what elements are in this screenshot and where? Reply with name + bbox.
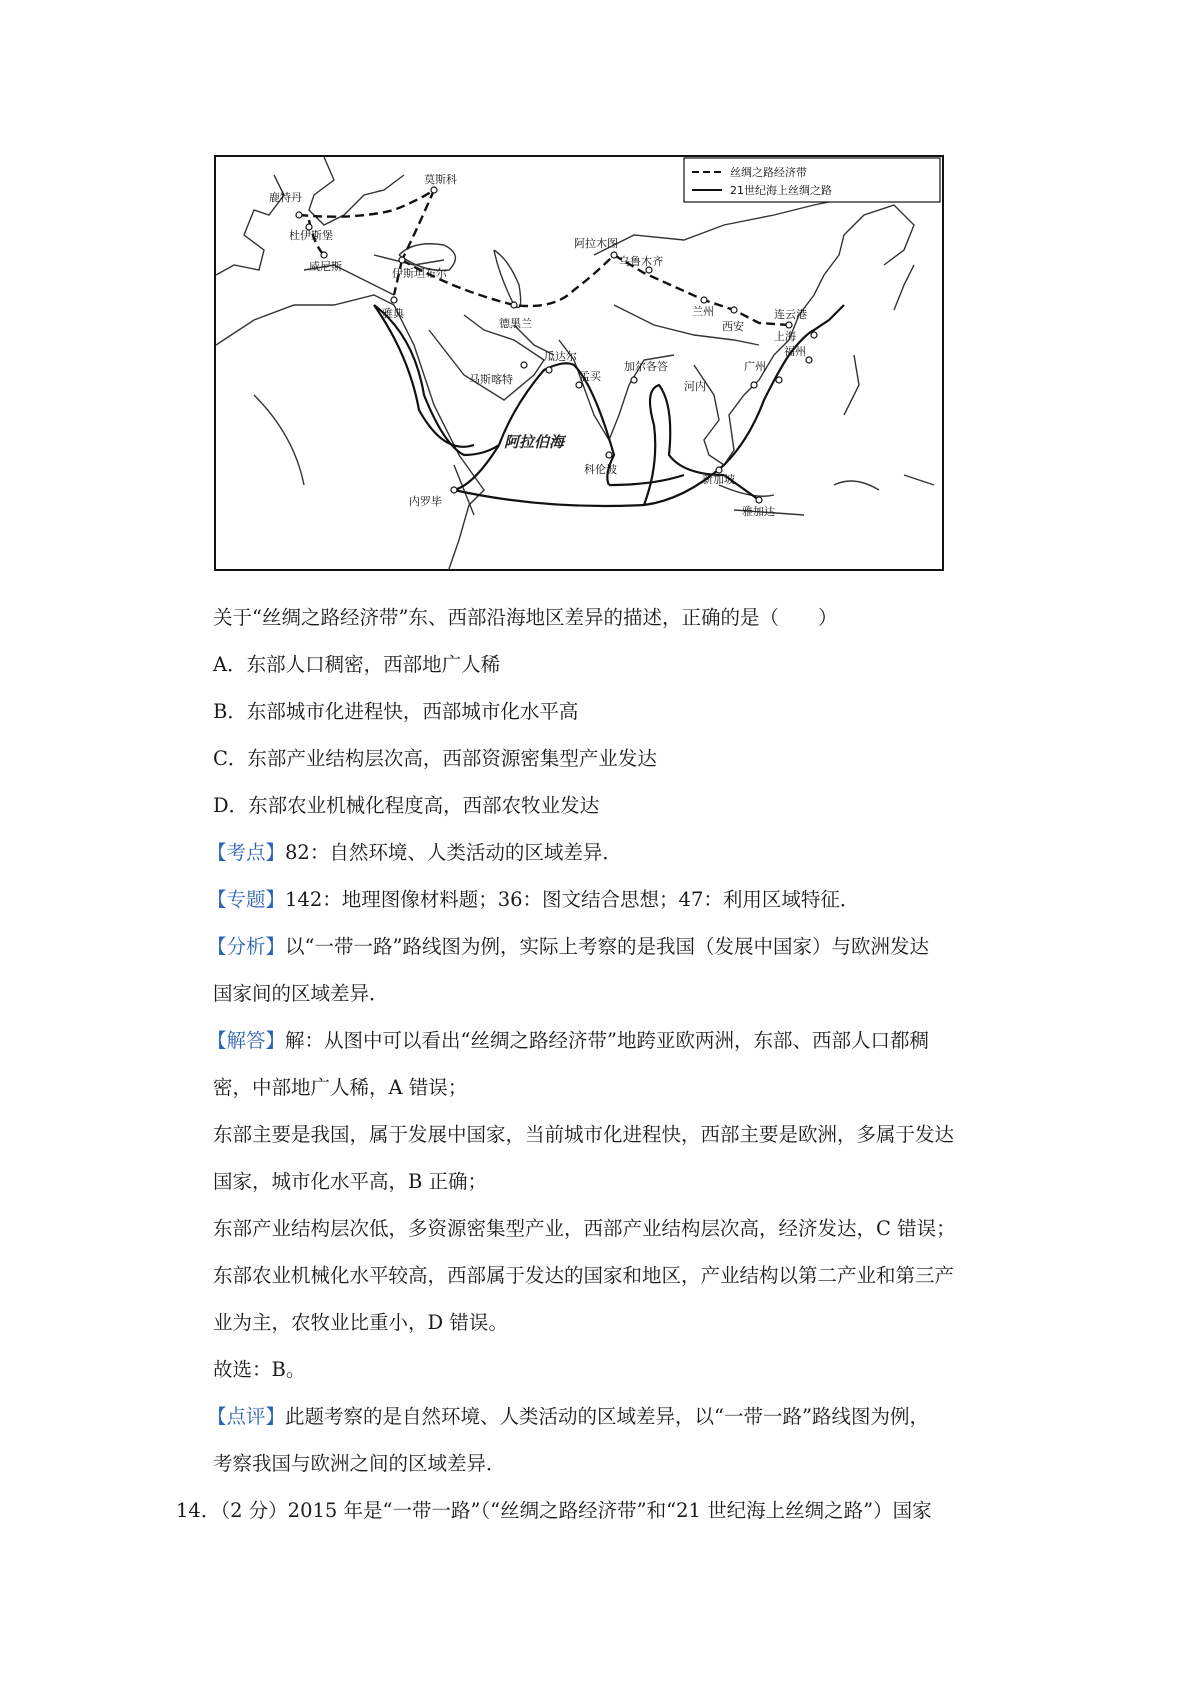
map-legend <box>684 158 940 202</box>
kaodian-tag: 【考点】 <box>207 841 286 864</box>
jieda-text-5: 东部产业结构层次低，多资源密集型产业，西部产业结构层次高，经济发达，C 错误； <box>213 1217 956 1240</box>
fenxi-line <box>207 932 929 962</box>
city-gwadar: 瓜达尔 <box>544 350 577 363</box>
option-a: A．东部人口稠密，西部地广人稀 <box>213 653 501 676</box>
city-colombo: 科伦坡 <box>584 463 617 476</box>
city-guangzhou: 广州 <box>744 360 766 373</box>
jieda-text-4: 国家，城市化水平高，B 正确； <box>213 1170 488 1193</box>
city-jakarta: 雅加达 <box>742 505 775 518</box>
jieda-text-6: 东部农业机械化水平较高，西部属于发达的国家和地区，产业结构以第二产业和第三产 <box>213 1264 955 1287</box>
kaodian-line <box>207 838 622 868</box>
city-rotterdam: 鹿特丹 <box>269 191 302 204</box>
city-muscat: 马斯喀特 <box>469 373 513 386</box>
city-xian: 西安 <box>722 320 744 333</box>
question-stem: 关于“丝绸之路经济带”东、西部沿海地区差异的描述，正确的是（ ） <box>213 606 838 629</box>
option-c: C．东部产业结构层次高，西部资源密集型产业发达 <box>213 747 657 770</box>
jieda-tag: 【解答】 <box>207 1029 286 1052</box>
legend-road-label: 21世纪海上丝绸之路 <box>730 184 832 197</box>
jieda-text-1: 解：从图中可以看出“丝绸之路经济带”地跨亚欧两洲，东部、西部人口都稠 <box>285 1029 929 1052</box>
legend-belt-label: 丝绸之路经济带 <box>730 166 807 179</box>
city-moscow: 莫斯科 <box>424 173 457 186</box>
city-kolkata: 加尔各答 <box>624 360 668 373</box>
dianping-text-2: 考察我国与欧洲之间的区域差异． <box>213 1452 506 1475</box>
city-fuzhou: 福州 <box>784 345 806 358</box>
city-urumqi: 乌鲁木齐 <box>619 255 663 268</box>
fenxi-text-2: 国家间的区域差异． <box>213 982 389 1005</box>
city-venice: 威尼斯 <box>309 260 342 273</box>
city-hanoi: 河内 <box>684 380 706 393</box>
city-singapore: 新加坡 <box>702 473 735 486</box>
city-tehran: 德黑兰 <box>499 317 532 330</box>
city-mumbai: 孟买 <box>579 370 601 383</box>
city-athens: 雅典 <box>382 307 404 320</box>
jieda-text-3: 东部主要是我国，属于发展中国家，当前城市化进程快，西部主要是欧洲，多属于发达 <box>213 1123 955 1146</box>
dianping-text-1: 此题考察的是自然环境、人类活动的区域差异，以“一带一路”路线图为例， <box>285 1405 929 1428</box>
next-question: 14．（2 分）2015 年是“一带一路”（“丝绸之路经济带”和“21 世纪海上丝绸之路”）国家 <box>176 1499 932 1522</box>
jieda-line <box>207 1026 929 1056</box>
dianping-tag: 【点评】 <box>207 1405 286 1428</box>
city-shanghai: 上海 <box>774 330 796 343</box>
silk-road-map <box>214 155 944 573</box>
city-istanbul: 伊斯坦布尔 <box>392 267 447 280</box>
sea-label: 阿拉伯海 <box>504 433 565 451</box>
zhuanti-tag: 【专题】 <box>207 888 286 911</box>
fenxi-text-1: 以“一带一路”路线图为例，实际上考察的是我国（发展中国家）与欧洲发达 <box>285 935 929 958</box>
city-lianyungang: 连云港 <box>774 308 807 321</box>
jieda-text-7: 业为主，农牧业比重小，D 错误。 <box>213 1311 508 1334</box>
jieda-text-8: 故选：B。 <box>213 1358 306 1381</box>
dianping-line <box>207 1402 929 1432</box>
city-lanzhou: 兰州 <box>692 305 714 318</box>
city-almaty: 阿拉木图 <box>574 237 618 250</box>
jieda-text-2: 密，中部地广人稀，A 错误； <box>213 1076 468 1099</box>
city-duisburg: 杜伊斯堡 <box>289 229 333 242</box>
option-b: B．东部城市化进程快，西部城市化水平高 <box>213 700 579 723</box>
fenxi-tag: 【分析】 <box>207 935 286 958</box>
zhuanti-text: 142：地理图像材料题；36：图文结合思想；47：利用区域特征． <box>285 888 860 911</box>
option-d: D．东部农业机械化程度高，西部农牧业发达 <box>213 794 600 817</box>
city-nairobi: 内罗毕 <box>409 495 442 508</box>
zhuanti-line <box>207 885 859 915</box>
kaodian-text: 82：自然环境、人类活动的区域差异． <box>285 841 622 864</box>
